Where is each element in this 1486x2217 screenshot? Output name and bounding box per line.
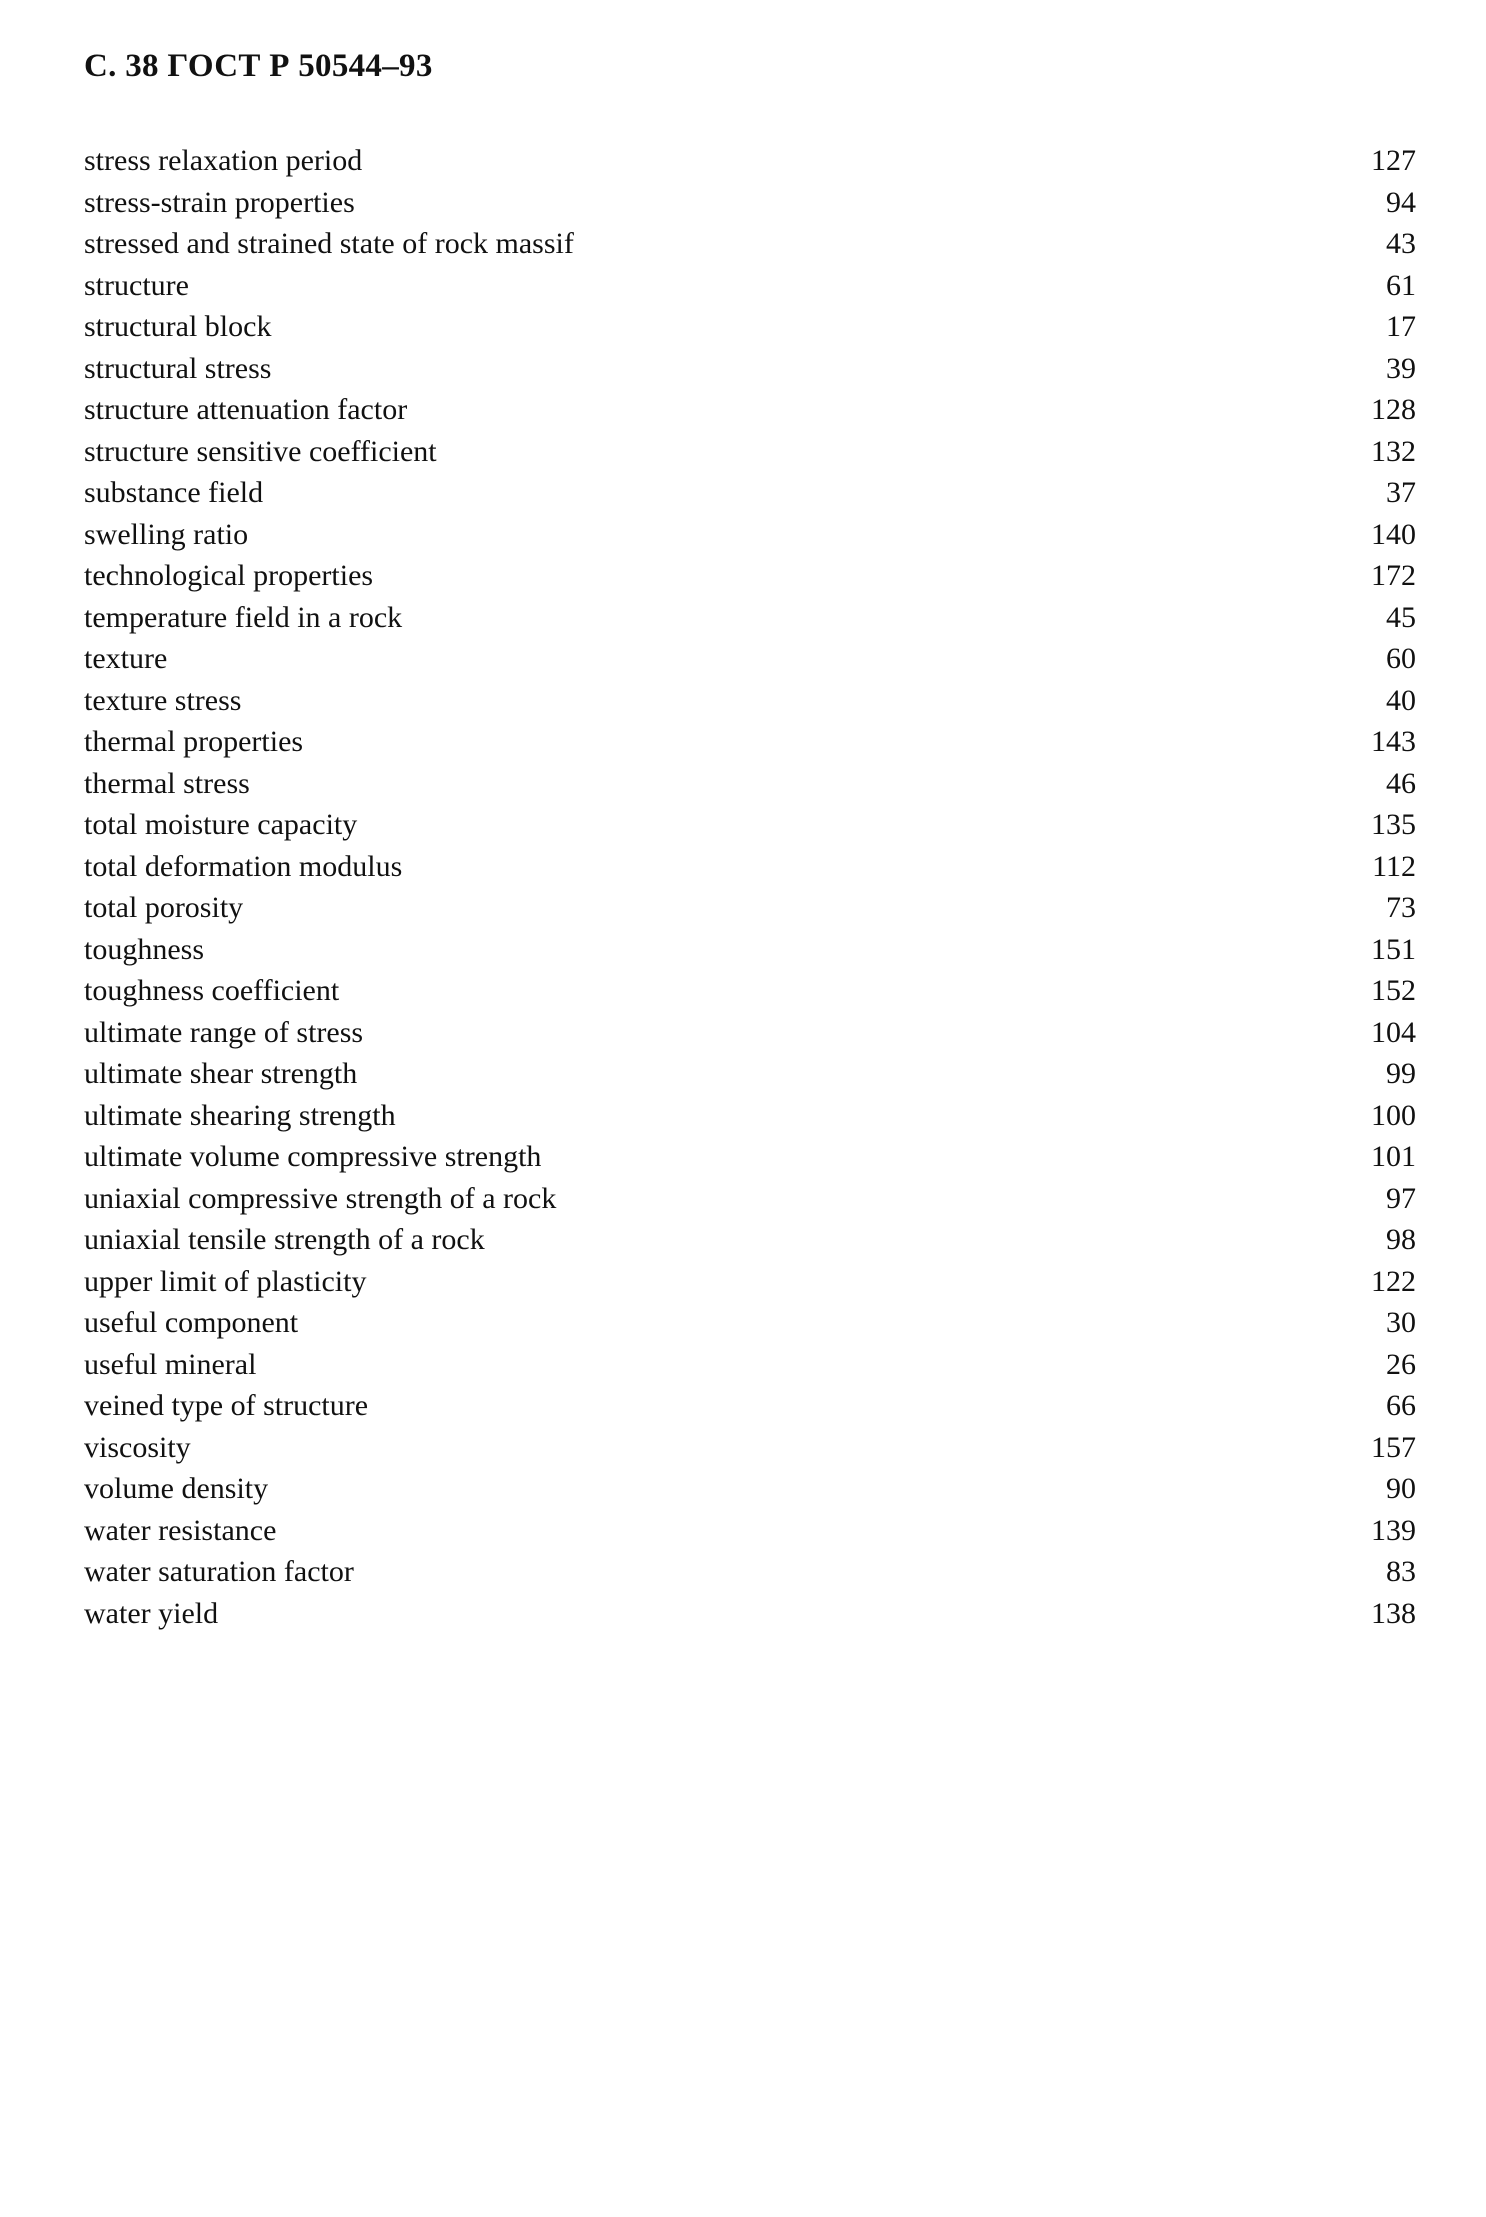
index-term: structure (84, 268, 189, 302)
index-page-number: 97 (1386, 1181, 1416, 1215)
index-entry (84, 223, 1416, 265)
index-entry (84, 1178, 1416, 1220)
index-entry (84, 1261, 1416, 1303)
index-page-number: 143 (1371, 725, 1416, 758)
index-term: substance field (84, 476, 264, 509)
index-page-number: 138 (1371, 1596, 1416, 1630)
index-term: ultimate shearing strength (84, 1098, 396, 1132)
index-entry (84, 1219, 1416, 1261)
index-term: texture stress (84, 683, 242, 717)
index-page-number: 60 (1386, 642, 1416, 675)
index-page-number: 135 (1371, 808, 1416, 841)
index-term: useful component (84, 1306, 299, 1339)
index-term: total moisture capacity (84, 808, 358, 841)
index-term: texture (84, 642, 168, 675)
index-page-number: 151 (1371, 932, 1416, 966)
index-entry (84, 1385, 1416, 1427)
index-entry (84, 472, 1416, 514)
index-term: water yield (84, 1596, 219, 1630)
index-page-number: 127 (1371, 144, 1416, 177)
index-page-number: 26 (1386, 1347, 1416, 1381)
index-term: structural block (84, 310, 272, 343)
index-page-number: 46 (1386, 766, 1416, 800)
index-term: veined type of structure (84, 1389, 369, 1422)
index-term: structure sensitive coefficient (84, 434, 437, 468)
index-entry (84, 1551, 1416, 1593)
index-entry (84, 555, 1416, 597)
index-page-number: 172 (1371, 559, 1416, 592)
index-term: toughness (84, 932, 204, 966)
index-term: water resistance (84, 1513, 277, 1547)
index-term: temperature field in a rock (84, 600, 403, 634)
index-entry (84, 1302, 1416, 1344)
index-page-number: 157 (1371, 1430, 1416, 1464)
index-entry (84, 887, 1416, 929)
index-term: thermal stress (84, 766, 250, 800)
index-term: stress-strain properties (84, 185, 355, 219)
index-entry (84, 597, 1416, 639)
index-entry (84, 1136, 1416, 1178)
index-term: total porosity (84, 891, 244, 924)
index-term: thermal properties (84, 725, 304, 758)
index-entry (84, 1095, 1416, 1137)
index-entry (84, 846, 1416, 888)
index-page-number: 17 (1386, 310, 1416, 343)
index-page-number: 37 (1386, 476, 1416, 509)
index-page-number: 83 (1386, 1555, 1416, 1588)
index-entry (84, 638, 1416, 680)
index-page-number: 43 (1386, 227, 1416, 260)
index-term: technological properties (84, 559, 374, 592)
index-page-number: 140 (1371, 517, 1416, 551)
index-entry (84, 1427, 1416, 1469)
index-page-number: 73 (1386, 891, 1416, 924)
index-page-number: 112 (1372, 849, 1416, 883)
index-page-number: 30 (1386, 1306, 1416, 1339)
index-page-number: 139 (1371, 1513, 1416, 1547)
index-entry (84, 804, 1416, 846)
index-page-number: 98 (1386, 1223, 1416, 1256)
index-term: toughness coefficient (84, 974, 340, 1007)
index-term: water saturation factor (84, 1555, 354, 1588)
index-page-number: 45 (1386, 600, 1416, 634)
index-entry (84, 265, 1416, 307)
index-entry (84, 306, 1416, 348)
index-term: stressed and strained state of rock massif (84, 227, 574, 260)
index-entry (84, 1593, 1416, 1635)
index-entry (84, 970, 1416, 1012)
index-page-number: 90 (1386, 1472, 1416, 1505)
index-term: structure attenuation factor (84, 393, 408, 426)
index-term: ultimate shear strength (84, 1057, 358, 1090)
index-entry (84, 680, 1416, 722)
index-entry (84, 389, 1416, 431)
index-entry (84, 1344, 1416, 1386)
index-entry (84, 721, 1416, 763)
index-term: volume density (84, 1472, 269, 1505)
index-page-number: 128 (1371, 393, 1416, 426)
index-page-number: 39 (1386, 351, 1416, 385)
index-term: ultimate volume compressive strength (84, 1140, 542, 1173)
index-page-number: 61 (1386, 268, 1416, 302)
index-page-number: 99 (1386, 1057, 1416, 1090)
index-entry (84, 1510, 1416, 1552)
index-term: uniaxial compressive strength of a rock (84, 1181, 557, 1215)
index-page-number: 104 (1371, 1015, 1416, 1049)
index-entry (84, 514, 1416, 556)
index-entry (84, 348, 1416, 390)
index-term: structural stress (84, 351, 272, 385)
index-page-number: 40 (1386, 683, 1416, 717)
index-term: total deformation modulus (84, 849, 403, 883)
index-entry (84, 1468, 1416, 1510)
index-page-number: 66 (1386, 1389, 1416, 1422)
index-page-number: 132 (1371, 434, 1416, 468)
index-term: ultimate range of stress (84, 1015, 364, 1049)
index-term: viscosity (84, 1430, 191, 1464)
index-term: swelling ratio (84, 517, 249, 551)
index-entry (84, 431, 1416, 473)
page-header: С. 38 ГОСТ Р 50544–93 (84, 48, 433, 84)
index-page-number: 100 (1371, 1098, 1416, 1132)
index-entry (84, 929, 1416, 971)
index-term: stress relaxation period (84, 144, 363, 177)
index-term: upper limit of plasticity (84, 1264, 367, 1298)
index-entry (84, 1012, 1416, 1054)
index-page-number: 94 (1386, 185, 1416, 219)
index-term: useful mineral (84, 1347, 257, 1381)
index-page-number: 122 (1371, 1264, 1416, 1298)
term-index-list (84, 140, 1416, 1634)
index-page-number: 101 (1371, 1140, 1416, 1173)
index-entry (84, 1053, 1416, 1095)
index-entry (84, 140, 1416, 182)
index-entry (84, 763, 1416, 805)
index-page-number: 152 (1371, 974, 1416, 1007)
index-entry (84, 182, 1416, 224)
index-term: uniaxial tensile strength of a rock (84, 1223, 485, 1256)
